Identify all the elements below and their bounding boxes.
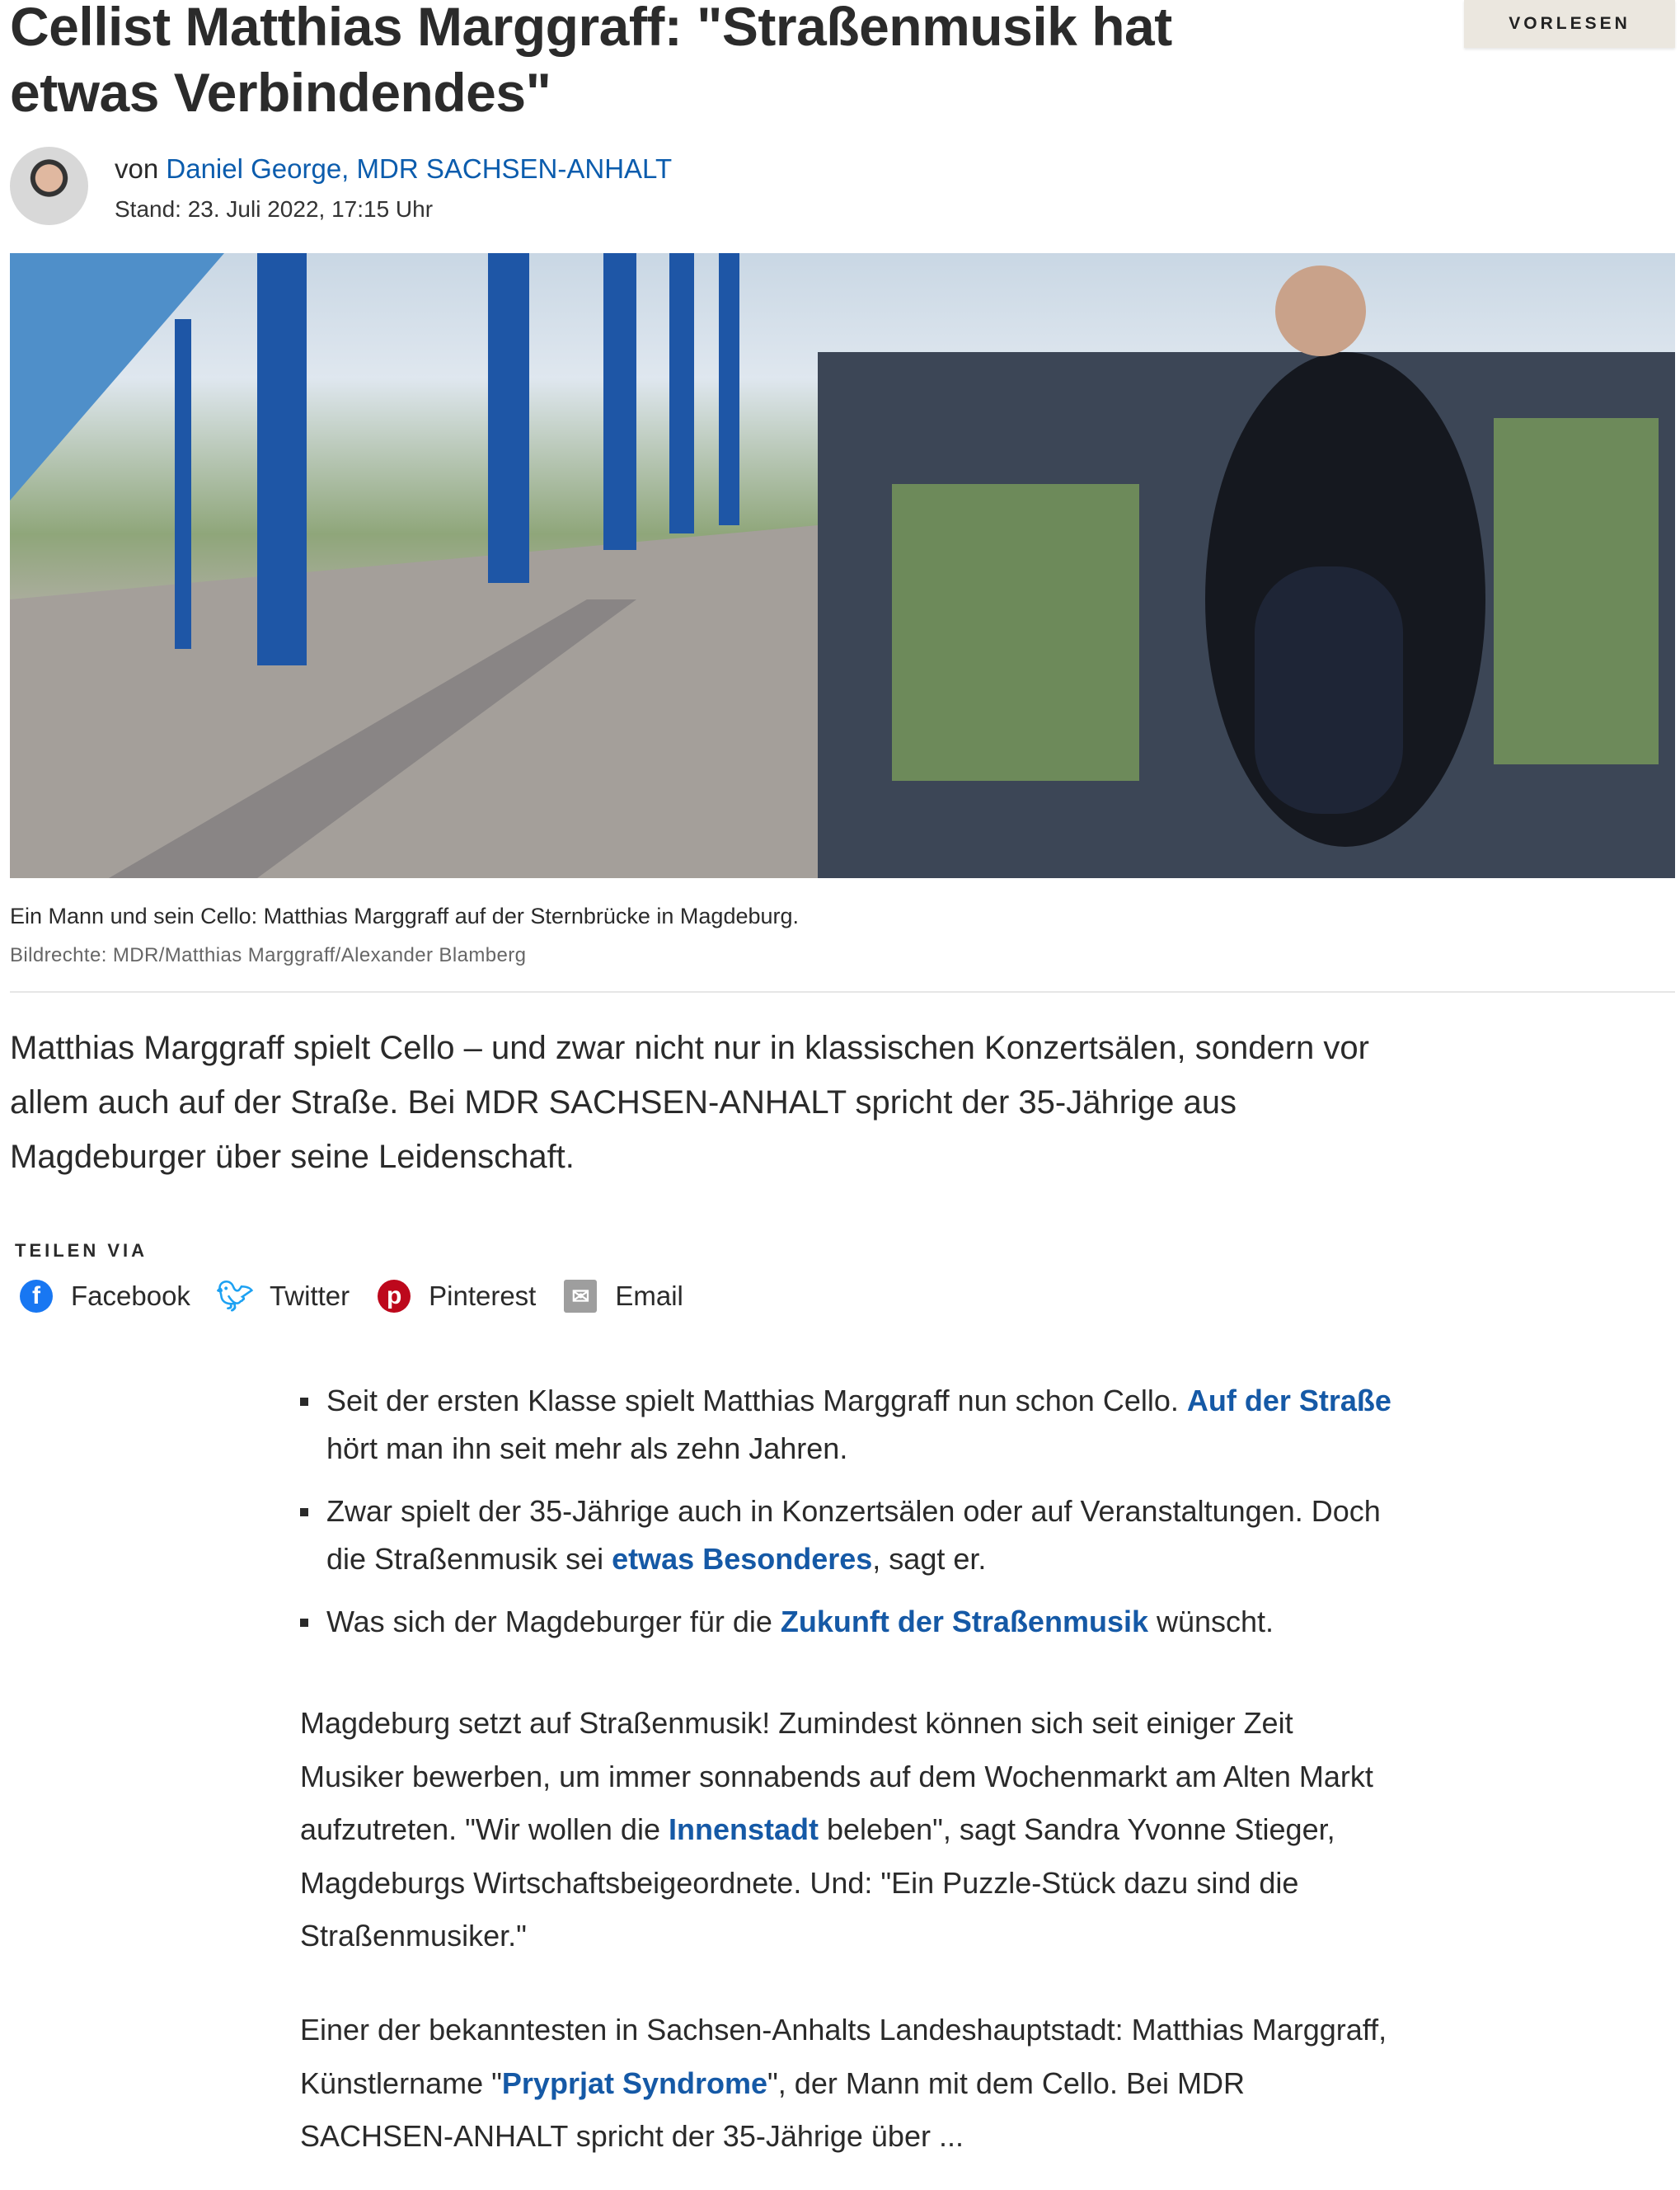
hero-photo-illustration: [10, 253, 1675, 878]
text: beleben", sagt Sandra Yvonne Stieger, Magdeburgs Wirtschaftsbeigeordnete. Und: "Ein Puzzle-Stück dazu sind die Straßenmusiker.": [300, 1812, 1335, 1953]
text: Magdeburg setzt auf Straßenmusik! Zumindest können sich seit einiger Zeit Musiker bewerben, um immer sonnabends auf dem Wochenmarkt am Alten Markt aufzutreten. "Wir wollen die: [300, 1706, 1373, 1846]
share-bar: [20, 1280, 683, 1313]
share-pinterest[interactable]: [378, 1280, 536, 1313]
image-caption: Ein Mann und sein Cello: Matthias Marggraff auf der Sternbrücke in Magdeburg.: [10, 904, 800, 928]
text: hört man ihn seit mehr als zehn Jahren.: [326, 1431, 848, 1465]
summary-list: [300, 1377, 1396, 1661]
list-item: [300, 1377, 1396, 1473]
article-title: Cellist Matthias Marggraff: "Straßenmusik hat etwas Verbindendes": [10, 0, 1172, 123]
inline-link[interactable]: Zukunft der Straßenmusik: [780, 1605, 1148, 1638]
twitter-icon: 🐦︎: [216, 1279, 254, 1313]
share-heading: TEILEN VIA: [15, 1240, 148, 1261]
facebook-icon: f: [20, 1280, 53, 1313]
body-paragraph: [300, 2004, 1396, 2164]
text: Zwar spielt der 35-Jährige auch in Konzertsälen oder auf Veranstaltungen. Doch die Straßenmusik sei: [326, 1494, 1381, 1576]
text: Seit der ersten Klasse spielt Matthias Marggraff nun schon Cello.: [326, 1384, 1187, 1417]
text: Einer der bekanntesten in Sachsen-Anhalts Landeshauptstadt: Matthias Marggraff, Künstlername ": [300, 2013, 1387, 2100]
share-email[interactable]: [564, 1280, 683, 1313]
author-link[interactable]: Daniel George, MDR SACHSEN-ANHALT: [166, 153, 673, 184]
article-lead: Matthias Marggraff spielt Cello – und zwar nicht nur in klassischen Konzertsälen, sondern vor allem auch auf der Straße. Bei MDR SACHSEN-ANHALT spricht der 35-Jährige aus Magdeburger über seine Leidenschaft.: [10, 1030, 1369, 1175]
inline-link[interactable]: Auf der Straße: [1186, 1384, 1391, 1417]
list-item: [300, 1487, 1396, 1583]
list-item: [300, 1598, 1396, 1646]
article-hero-image[interactable]: [10, 253, 1675, 878]
text: Was sich der Magdeburger für die: [326, 1605, 781, 1638]
byline-prefix: von: [115, 153, 159, 184]
share-twitter[interactable]: [218, 1280, 350, 1313]
publish-date: Stand: 23. Juli 2022, 17:15 Uhr: [115, 196, 434, 222]
text: wünscht.: [1147, 1605, 1274, 1638]
inline-link[interactable]: Innenstadt: [668, 1812, 819, 1846]
text: ", der Mann mit dem Cello. Bei MDR SACHSEN-ANHALT spricht der 35-Jährige über ...: [300, 2065, 1245, 2153]
inline-link[interactable]: etwas Besonderes: [612, 1542, 873, 1576]
read-aloud-button[interactable]: VORLESEN: [1464, 0, 1675, 48]
share-label: Facebook: [71, 1281, 190, 1311]
share-label: Pinterest: [429, 1281, 537, 1311]
body-paragraph: [300, 1697, 1396, 1963]
share-facebook[interactable]: [20, 1280, 190, 1313]
divider: [10, 991, 1675, 993]
pinterest-icon: p: [378, 1280, 411, 1313]
inline-link[interactable]: Pryprjat Syndrome: [501, 2065, 768, 2100]
share-label: Email: [615, 1281, 683, 1311]
share-label: Twitter: [269, 1281, 350, 1311]
author-avatar: [10, 147, 88, 225]
image-credit: Bildrechte: MDR/Matthias Marggraff/Alexander Blamberg: [10, 944, 527, 966]
text: , sagt er.: [872, 1542, 987, 1576]
byline: [115, 153, 672, 185]
email-icon: ✉: [564, 1280, 597, 1313]
